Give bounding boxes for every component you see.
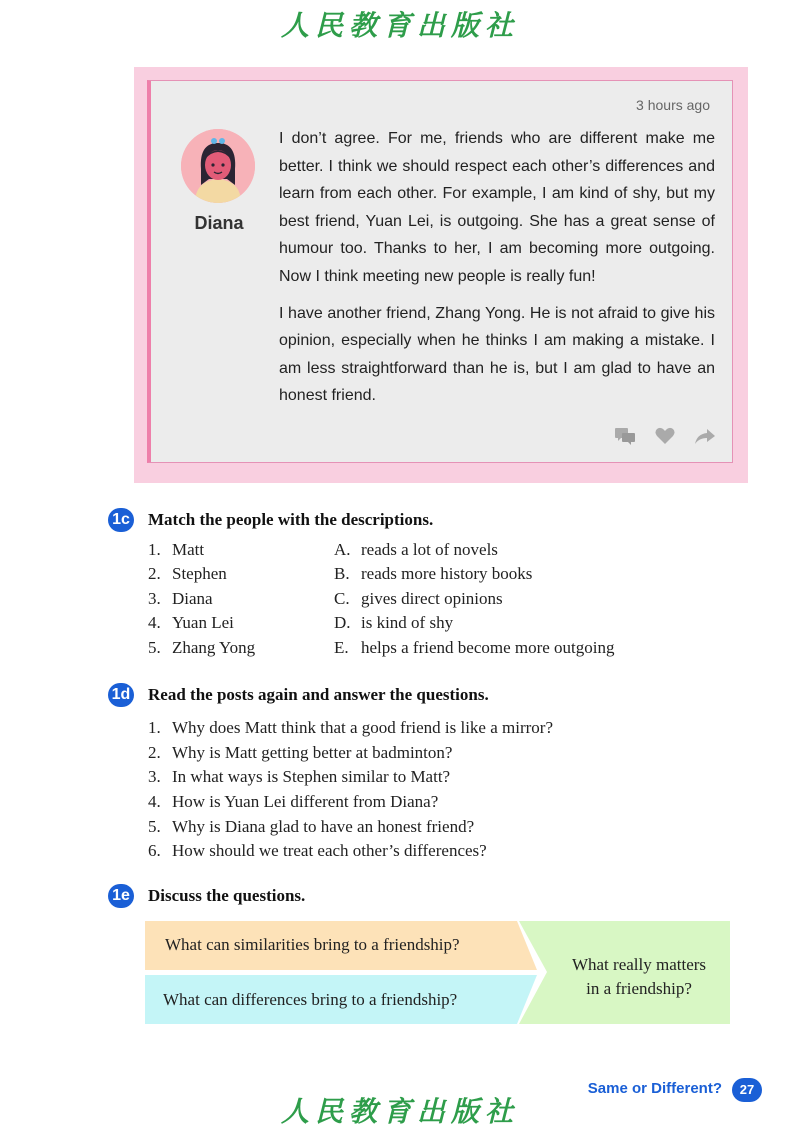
question-number: 6.: [148, 841, 161, 860]
question-text: How is Yuan Lei different from Diana?: [172, 792, 439, 811]
match-row: [148, 589, 708, 613]
match-person: Zhang Yong: [172, 638, 256, 657]
match-number: 4.: [148, 613, 161, 632]
question-text: Why is Matt getting better at badminton?: [172, 743, 453, 762]
discussion-box-similarities: [145, 921, 537, 970]
match-person: Matt: [172, 540, 205, 559]
question-number: 2.: [148, 743, 161, 762]
heart-icon[interactable]: [654, 426, 676, 446]
matters-line-2: in a friendship?: [586, 979, 692, 998]
match-description: reads more history books: [361, 564, 533, 583]
post-paragraph: I have another friend, Zhang Yong. He is not afraid to give his opinion, especially when he thinks I am making a mistake. I am less straightforward than he is, but I am glad to have an honest friend.: [279, 304, 715, 405]
post-actions: [614, 426, 716, 446]
match-row: [148, 540, 708, 564]
match-person: Stephen: [172, 564, 227, 583]
exercise-badge-1c: 1c: [108, 508, 134, 532]
post-author: Diana: [194, 213, 244, 233]
discussion-box-differences: [145, 975, 537, 1024]
match-letter: D.: [334, 613, 351, 632]
match-letter: C.: [334, 589, 350, 608]
publisher-logo-bottom: 人民教育出版社: [280, 1095, 519, 1128]
post-body: [279, 125, 715, 419]
match-description: reads a lot of novels: [361, 540, 498, 559]
match-row: [148, 613, 708, 637]
exercise-title-1c: Match the people with the descriptions.: [148, 510, 434, 529]
match-row: [148, 638, 708, 662]
match-person: Diana: [172, 589, 213, 608]
exercise-title-1e: Discuss the questions.: [148, 886, 306, 905]
share-icon[interactable]: [694, 426, 716, 446]
match-letter: A.: [334, 540, 351, 559]
match-number: 2.: [148, 564, 161, 583]
avatar-illustration: [181, 129, 255, 203]
match-description: is kind of shy: [361, 613, 454, 632]
exercise-badge-1e: 1e: [108, 884, 134, 908]
publisher-logo-top: 人民教育出版社: [280, 9, 519, 42]
match-person: Yuan Lei: [172, 613, 234, 632]
avatar: [181, 129, 255, 203]
comment-icon[interactable]: [614, 426, 636, 446]
match-number: 5.: [148, 638, 161, 657]
discussion-box-matters: [519, 921, 730, 1024]
post-timestamp: 3 hours ago: [636, 97, 710, 113]
question-number: 3.: [148, 767, 161, 786]
match-letter: B.: [334, 564, 350, 583]
question-number: 4.: [148, 792, 161, 811]
question-text: Why is Diana glad to have an honest friend?: [172, 817, 475, 836]
match-number: 1.: [148, 540, 161, 559]
match-row: [148, 564, 708, 588]
match-letter: E.: [334, 638, 349, 657]
question-text: Why does Matt think that a good friend is like a mirror?: [172, 718, 553, 737]
exercise-title-1d: Read the posts again and answer the questions.: [148, 685, 489, 704]
match-description: gives direct opinions: [361, 589, 503, 608]
matters-line-1: What really matters: [571, 955, 707, 974]
question-number: 1.: [148, 718, 161, 737]
question-number: 5.: [148, 817, 161, 836]
similarities-question: What can similarities bring to a friendship?: [165, 935, 460, 954]
match-description: helps a friend become more outgoing: [361, 638, 615, 657]
exercise-badge-1d: 1d: [108, 683, 134, 707]
footer-unit-title: Same or Different?: [587, 1080, 722, 1097]
match-number: 3.: [148, 589, 161, 608]
post-card: [147, 80, 733, 463]
page-number: 27: [732, 1078, 762, 1102]
post-paragraph: I don’t agree. For me, friends who are different make me better. I think we should respect each other’s differences and learn from each other. For example, I am kind of shy, but my best friend, Yuan Lei, is outgoing. She has a great sense of humour too. Thanks to her, I am becoming more outgoing. Now I think meeting new people is really fun!: [279, 130, 715, 285]
differences-question: What can differences bring to a friendship?: [163, 990, 458, 1009]
question-text: How should we treat each other’s differences?: [172, 841, 487, 860]
question-text: In what ways is Stephen similar to Matt?: [172, 767, 451, 786]
